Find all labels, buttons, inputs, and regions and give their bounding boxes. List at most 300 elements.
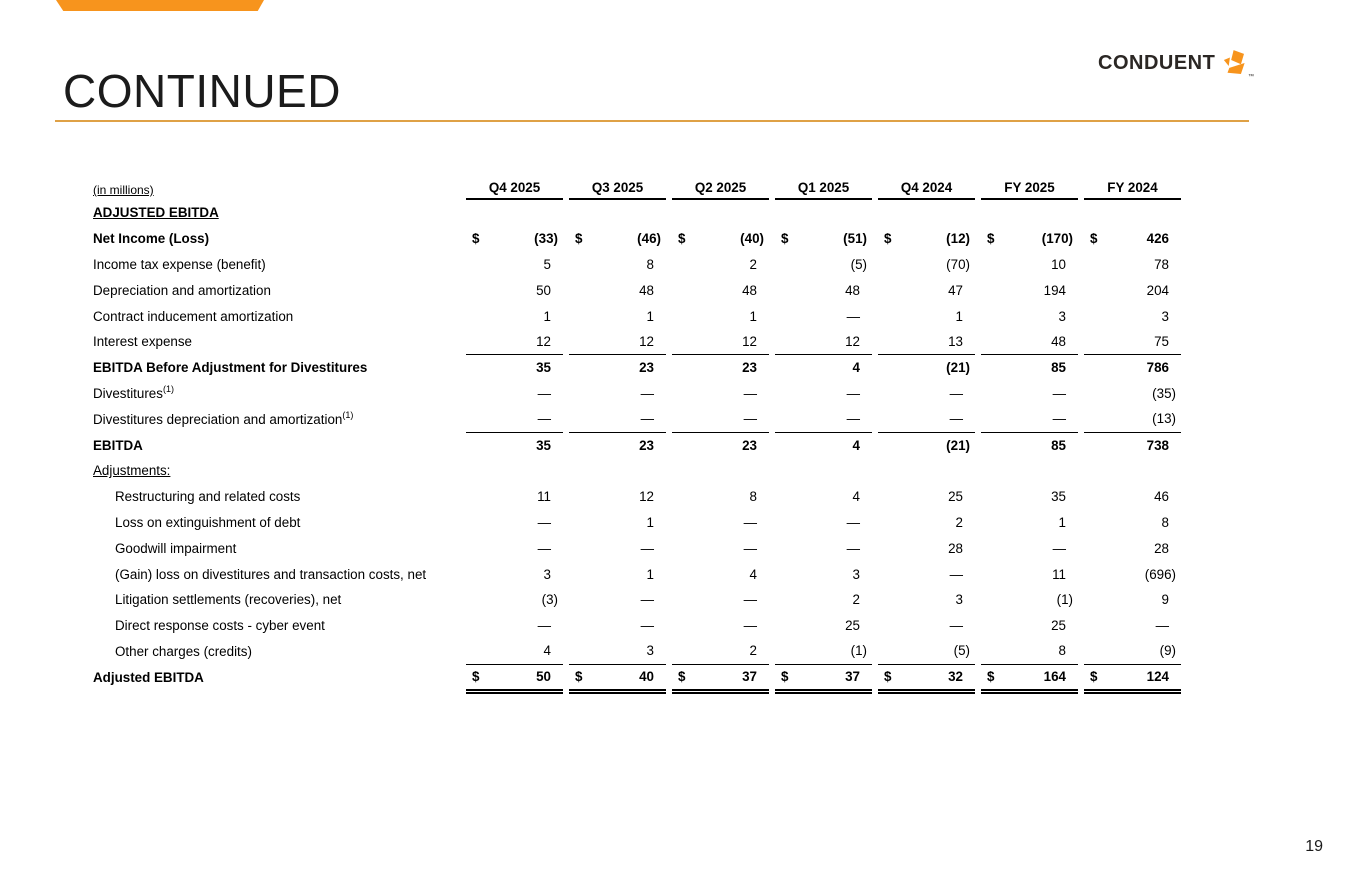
value-cell: [775, 484, 872, 510]
cell-value: —: [846, 411, 860, 427]
cell-value: (21): [946, 360, 970, 376]
value-cell: [672, 381, 769, 407]
dollar-sign: $: [884, 668, 892, 684]
value-cell: [878, 613, 975, 639]
cell-value: (1): [1056, 592, 1073, 608]
dollar-sign: $: [678, 231, 686, 247]
column-header: Q3 2025: [569, 180, 666, 200]
value-cell: [1084, 355, 1181, 381]
value-cell: [981, 432, 1078, 458]
value-cell: [466, 535, 563, 561]
cell-value: 12: [742, 333, 757, 349]
value-cell: [1084, 510, 1181, 536]
cell-value: 3: [955, 592, 963, 608]
value-cell: [878, 458, 975, 484]
value-cell: [775, 510, 872, 536]
cell-value: 32: [948, 668, 963, 684]
value-cell: [981, 663, 1078, 691]
value-cell: [1084, 303, 1181, 329]
cell-value: 3: [646, 643, 654, 659]
cell-value: 4: [852, 489, 860, 505]
conduent-logo-text: CONDUENT: [1098, 51, 1216, 74]
cell-value: 1: [646, 514, 654, 530]
value-cell: [878, 226, 975, 252]
cell-value: 1: [749, 308, 757, 324]
value-cell: [1084, 226, 1181, 252]
row-label: Net Income (Loss): [93, 231, 210, 247]
value-cell: [466, 355, 563, 381]
cell-value: 12: [639, 489, 654, 505]
value-cell: [672, 663, 769, 691]
value-cell: [1084, 535, 1181, 561]
cell-value: (33): [534, 231, 558, 247]
cell-value: 46: [1154, 489, 1169, 505]
cell-value: 1: [955, 308, 963, 324]
value-cell: [1084, 406, 1181, 433]
value-cell: [569, 252, 666, 278]
value-cell: [981, 535, 1078, 561]
value-cell: [878, 303, 975, 329]
cell-value: —: [537, 618, 551, 634]
column-header: Q4 2024: [878, 180, 975, 200]
value-cell: [775, 252, 872, 278]
value-cell: [466, 663, 563, 691]
cell-value: (46): [637, 231, 661, 247]
value-cell: [569, 432, 666, 458]
dollar-sign: $: [472, 231, 480, 247]
dollar-sign: $: [884, 231, 892, 247]
cell-value: 85: [1051, 360, 1066, 376]
column-header: Q2 2025: [672, 180, 769, 200]
value-cell: [981, 587, 1078, 613]
cell-value: 10: [1051, 256, 1066, 272]
cell-value: 2: [955, 514, 963, 530]
value-cell: [878, 510, 975, 536]
cell-value: 2: [749, 643, 757, 659]
value-cell: [775, 381, 872, 407]
cell-value: (3): [541, 592, 558, 608]
value-cell: [466, 510, 563, 536]
value-cell: [466, 432, 563, 458]
cell-value: —: [743, 592, 757, 608]
cell-value: 426: [1146, 231, 1169, 247]
value-cell: [569, 663, 666, 691]
cell-value: 4: [852, 437, 860, 453]
table-row: [93, 381, 1181, 407]
row-label: (Gain) loss on divestitures and transaction costs, net: [115, 566, 427, 582]
value-cell: [981, 510, 1078, 536]
value-cell: [569, 587, 666, 613]
cell-value: 12: [845, 333, 860, 349]
cell-value: —: [640, 411, 654, 427]
cell-value: 1: [646, 308, 654, 324]
value-cell: [981, 328, 1078, 355]
value-cell: [981, 252, 1078, 278]
table-row: [93, 226, 1181, 252]
cell-value: 28: [1154, 540, 1169, 556]
table-row: [93, 355, 1181, 381]
row-label: Adjusted EBITDA: [93, 669, 204, 685]
value-cell: [569, 381, 666, 407]
row-label: Depreciation and amortization: [93, 282, 271, 298]
value-cell: [775, 458, 872, 484]
value-cell: [1084, 432, 1181, 458]
cell-value: (5): [850, 256, 867, 272]
cell-value: —: [949, 566, 963, 582]
value-cell: [672, 535, 769, 561]
value-cell: [672, 638, 769, 665]
title-divider: [55, 120, 1249, 122]
trademark-symbol: ™: [1248, 74, 1254, 80]
page-number: 19: [1305, 838, 1323, 855]
value-cell: [981, 561, 1078, 587]
cell-value: (1): [850, 643, 867, 659]
cell-value: 47: [948, 282, 963, 298]
cell-value: —: [949, 618, 963, 634]
cell-value: —: [743, 618, 757, 634]
cell-value: —: [743, 385, 757, 401]
value-cell: [672, 226, 769, 252]
cell-value: (5): [953, 643, 970, 659]
cell-value: —: [537, 385, 551, 401]
value-cell: [672, 432, 769, 458]
table-row: [93, 458, 1181, 484]
cell-value: (13): [1152, 411, 1176, 427]
row-label: Other charges (credits): [115, 643, 252, 659]
row-label: Adjustments:: [93, 463, 171, 479]
value-cell: [878, 355, 975, 381]
cell-value: —: [640, 540, 654, 556]
cell-value: 37: [845, 668, 860, 684]
value-cell: [775, 663, 872, 691]
cell-value: (40): [740, 231, 764, 247]
value-cell: [981, 381, 1078, 407]
cell-value: 3: [1161, 308, 1169, 324]
value-cell: [466, 561, 563, 587]
value-cell: [1084, 587, 1181, 613]
column-header: FY 2025: [981, 180, 1078, 200]
cell-value: 9: [1161, 592, 1169, 608]
cell-value: —: [640, 385, 654, 401]
row-label: Interest expense: [93, 334, 193, 350]
cell-value: 5: [543, 256, 551, 272]
footnote-marker: (1): [342, 409, 354, 420]
dollar-sign: $: [987, 668, 995, 684]
cell-value: 786: [1146, 360, 1169, 376]
value-cell: [775, 328, 872, 355]
row-label: Contract inducement amortization: [93, 308, 294, 324]
cell-value: (21): [946, 437, 970, 453]
cell-value: —: [1052, 540, 1066, 556]
row-label: Direct response costs - cyber event: [115, 618, 325, 634]
table-row: [93, 639, 1181, 665]
value-cell: [569, 226, 666, 252]
table-row: [93, 303, 1181, 329]
cell-value: —: [1052, 385, 1066, 401]
cell-value: 40: [639, 668, 654, 684]
cell-value: 25: [948, 489, 963, 505]
cell-value: (70): [946, 256, 970, 272]
table-row: [93, 613, 1181, 639]
cell-value: —: [1052, 411, 1066, 427]
section-header: ADJUSTED EBITDA: [93, 205, 219, 221]
table-body: [93, 226, 1181, 690]
cell-value: 13: [948, 333, 963, 349]
value-cell: [466, 638, 563, 665]
cell-value: 48: [1051, 333, 1066, 349]
cell-value: —: [537, 514, 551, 530]
page-title: CONTINUED: [63, 65, 341, 117]
value-cell: [981, 406, 1078, 433]
cell-value: (170): [1041, 231, 1073, 247]
adjusted-ebitda-table: [93, 176, 1181, 690]
value-cell: [981, 613, 1078, 639]
value-cell: [466, 277, 563, 303]
dollar-sign: $: [472, 668, 480, 684]
value-cell: [466, 226, 563, 252]
value-cell: [1084, 561, 1181, 587]
row-label: Loss on extinguishment of debt: [115, 514, 301, 530]
value-cell: [981, 277, 1078, 303]
value-cell: [878, 381, 975, 407]
row-label: EBITDA Before Adjustment for Divestitures: [93, 360, 368, 376]
column-header: Q4 2025: [466, 180, 563, 200]
row-label: Goodwill impairment: [115, 540, 237, 556]
value-cell: [775, 406, 872, 433]
row-label: EBITDA: [93, 437, 143, 453]
value-cell: [1084, 663, 1181, 691]
value-cell: [672, 510, 769, 536]
table-row: [93, 664, 1181, 690]
value-cell: [775, 303, 872, 329]
cell-value: 2: [749, 256, 757, 272]
cell-value: 8: [1058, 643, 1066, 659]
value-cell: [569, 535, 666, 561]
value-cell: [775, 432, 872, 458]
value-cell: [466, 406, 563, 433]
value-cell: [569, 613, 666, 639]
value-cell: [775, 587, 872, 613]
cell-value: 50: [536, 282, 551, 298]
value-cell: [466, 458, 563, 484]
value-cell: [981, 458, 1078, 484]
dollar-sign: $: [575, 668, 583, 684]
cell-value: 75: [1154, 333, 1169, 349]
row-label: Litigation settlements (recoveries), net: [115, 592, 342, 608]
value-cell: [569, 638, 666, 665]
dollar-sign: $: [678, 668, 686, 684]
dollar-sign: $: [1090, 668, 1098, 684]
cell-value: 85: [1051, 437, 1066, 453]
value-cell: [878, 535, 975, 561]
cell-value: 4: [749, 566, 757, 582]
cell-value: 35: [536, 360, 551, 376]
cell-value: —: [743, 540, 757, 556]
cell-value: 35: [536, 437, 551, 453]
top-accent-bar: [56, 0, 264, 11]
value-cell: [1084, 277, 1181, 303]
value-cell: [878, 561, 975, 587]
value-cell: [878, 587, 975, 613]
cell-value: 8: [749, 489, 757, 505]
value-cell: [981, 355, 1078, 381]
value-cell: [878, 252, 975, 278]
cell-value: —: [949, 385, 963, 401]
cell-value: —: [846, 385, 860, 401]
value-cell: [775, 535, 872, 561]
dollar-sign: $: [575, 231, 583, 247]
dollar-sign: $: [1090, 231, 1098, 247]
value-cell: [775, 613, 872, 639]
cell-value: 194: [1043, 282, 1066, 298]
cell-value: 12: [536, 333, 551, 349]
cell-value: 48: [639, 282, 654, 298]
value-cell: [569, 355, 666, 381]
cell-value: 48: [742, 282, 757, 298]
cell-value: —: [743, 514, 757, 530]
section-header-row: [93, 200, 1181, 226]
value-cell: [981, 638, 1078, 665]
value-cell: [878, 663, 975, 691]
value-cell: [775, 355, 872, 381]
value-cell: [878, 432, 975, 458]
cell-value: 25: [845, 618, 860, 634]
value-cell: [569, 406, 666, 433]
conduent-logo: [1098, 42, 1254, 84]
cell-value: 1: [646, 566, 654, 582]
value-cell: [466, 613, 563, 639]
value-cell: [1084, 613, 1181, 639]
table-row: [93, 406, 1181, 432]
cell-value: 3: [1058, 308, 1066, 324]
value-cell: [672, 277, 769, 303]
table-row: [93, 587, 1181, 613]
cell-value: (12): [946, 231, 970, 247]
cell-value: 164: [1043, 668, 1066, 684]
table-row: [93, 277, 1181, 303]
cell-value: 2: [852, 592, 860, 608]
cell-value: 11: [537, 489, 551, 505]
cell-value: 204: [1146, 282, 1169, 298]
cell-value: 23: [639, 437, 654, 453]
value-cell: [466, 484, 563, 510]
table-header-row: [93, 176, 1181, 200]
value-cell: [1084, 381, 1181, 407]
cell-value: 23: [639, 360, 654, 376]
table-row: [93, 561, 1181, 587]
cell-value: —: [949, 411, 963, 427]
table-row: [93, 252, 1181, 278]
value-cell: [878, 277, 975, 303]
value-cell: [466, 328, 563, 355]
value-cell: [672, 252, 769, 278]
value-cell: [466, 252, 563, 278]
value-cell: [569, 484, 666, 510]
units-label: (in millions): [93, 183, 154, 197]
cell-value: 23: [742, 360, 757, 376]
value-cell: [1084, 458, 1181, 484]
value-cell: [878, 406, 975, 433]
value-cell: [466, 587, 563, 613]
value-cell: [569, 561, 666, 587]
cell-value: 35: [1051, 489, 1066, 505]
cell-value: —: [537, 411, 551, 427]
dollar-sign: $: [987, 231, 995, 247]
cell-value: 8: [646, 256, 654, 272]
column-header: FY 2024: [1084, 180, 1181, 200]
value-cell: [569, 328, 666, 355]
row-label: Divestitures$^{(1)}$: [93, 383, 174, 401]
value-cell: [981, 484, 1078, 510]
cell-value: (51): [843, 231, 867, 247]
cell-value: 4: [852, 360, 860, 376]
table-row: [93, 510, 1181, 536]
conduent-logo-icon: [1222, 41, 1248, 85]
value-cell: [981, 226, 1078, 252]
value-cell: [672, 328, 769, 355]
cell-value: (9): [1159, 643, 1176, 659]
value-cell: [1084, 252, 1181, 278]
value-cell: [775, 277, 872, 303]
cell-value: 1: [1058, 514, 1066, 530]
row-label: Restructuring and related costs: [115, 489, 301, 505]
cell-value: 738: [1146, 437, 1169, 453]
value-cell: [878, 484, 975, 510]
value-cell: [1084, 328, 1181, 355]
value-cell: [775, 226, 872, 252]
value-cell: [775, 638, 872, 665]
row-label: Divestitures depreciation and amortization$^{(1)}$: [93, 409, 354, 427]
cell-value: 1: [543, 308, 551, 324]
value-cell: [672, 458, 769, 484]
cell-value: 25: [1051, 618, 1066, 634]
cell-value: 124: [1146, 668, 1169, 684]
value-cell: [1084, 638, 1181, 665]
cell-value: —: [640, 592, 654, 608]
dollar-sign: $: [781, 231, 789, 247]
cell-value: 11: [1052, 566, 1066, 582]
value-cell: [672, 561, 769, 587]
value-cell: [569, 458, 666, 484]
cell-value: —: [846, 540, 860, 556]
dollar-sign: $: [781, 668, 789, 684]
value-cell: [981, 303, 1078, 329]
cell-value: (35): [1152, 385, 1176, 401]
value-cell: [466, 303, 563, 329]
cell-value: 28: [948, 540, 963, 556]
value-cell: [569, 303, 666, 329]
footnote-marker: (1): [162, 383, 174, 394]
cell-value: —: [1155, 618, 1169, 634]
table-row: [93, 484, 1181, 510]
cell-value: —: [846, 514, 860, 530]
value-cell: [878, 328, 975, 355]
row-label: Income tax expense (benefit): [93, 256, 266, 272]
cell-value: 23: [742, 437, 757, 453]
cell-value: 78: [1154, 256, 1169, 272]
value-cell: [1084, 484, 1181, 510]
cell-value: 3: [852, 566, 860, 582]
value-cell: [672, 587, 769, 613]
cell-value: 4: [543, 643, 551, 659]
cell-value: —: [537, 540, 551, 556]
cell-value: —: [846, 308, 860, 324]
cell-value: 12: [639, 333, 654, 349]
cell-value: —: [640, 618, 654, 634]
cell-value: 3: [543, 566, 551, 582]
cell-value: 37: [742, 668, 757, 684]
value-cell: [569, 510, 666, 536]
